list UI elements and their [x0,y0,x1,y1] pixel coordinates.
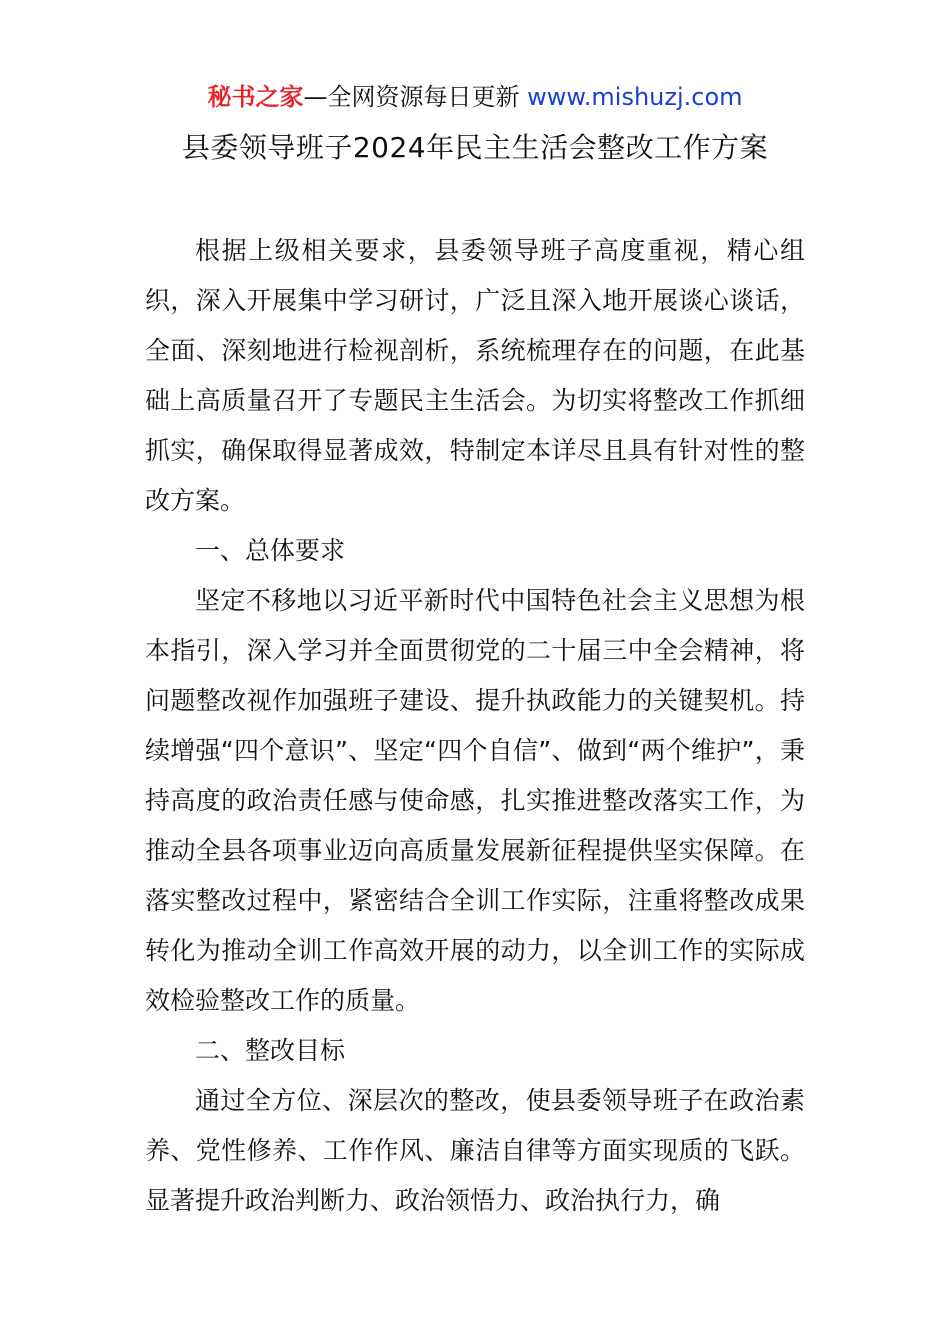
section-2-heading: 二、整改目标 [195,1036,346,1065]
document-body [145,226,805,1226]
site-header [0,80,950,114]
section-2-paragraph: 通过全方位、深层次的整改，使县委领导班子在政治素养、党性修养、工作作风、廉洁自律等方面实现质的飞跃。显著提升政治判断力、政治领悟力、政治执行力，确 [145,1086,805,1215]
document-title: 县委领导班子2024年民主生活会整改工作方案 [181,131,769,164]
section-1-heading: 一、总体要求 [195,536,346,565]
section-1-paragraph: 坚定不移地以习近平新时代中国特色社会主义思想为根本指引，深入学习并全面贯彻党的二十届三中全会精神，将问题整改视作加强班子建设、提升执政能力的关键契机。持续增强“四个意识”、坚定“四个自信”、做到“两个维护”，秉持高度的政治责任感与使命感，扎实推进整改落实工作，为推动全县各项事业迈向高质量发展新征程提供坚实保障。在落实整改过程中，紧密结合全训工作实际，注重将整改成果转化为推动全训工作高效开展的动力，以全训工作的实际成效检验整改工作的质量。 [145,586,805,1015]
header-tagline: —全网资源每日更新 [303,83,528,111]
brand-name: 秘书之家 [207,83,304,111]
site-url-link[interactable]: www.mishuzj.com [527,83,743,111]
intro-paragraph: 根据上级相关要求，县委领导班子高度重视，精心组织，深入开展集中学习研讨，广泛且深入地开展谈心谈话，全面、深刻地进行检视剖析，系统梳理存在的问题，在此基础上高质量召开了专题民主生活会。为切实将整改工作抓细抓实，确保取得显著成效，特制定本详尽且具有针对性的整改方案。 [145,236,805,515]
